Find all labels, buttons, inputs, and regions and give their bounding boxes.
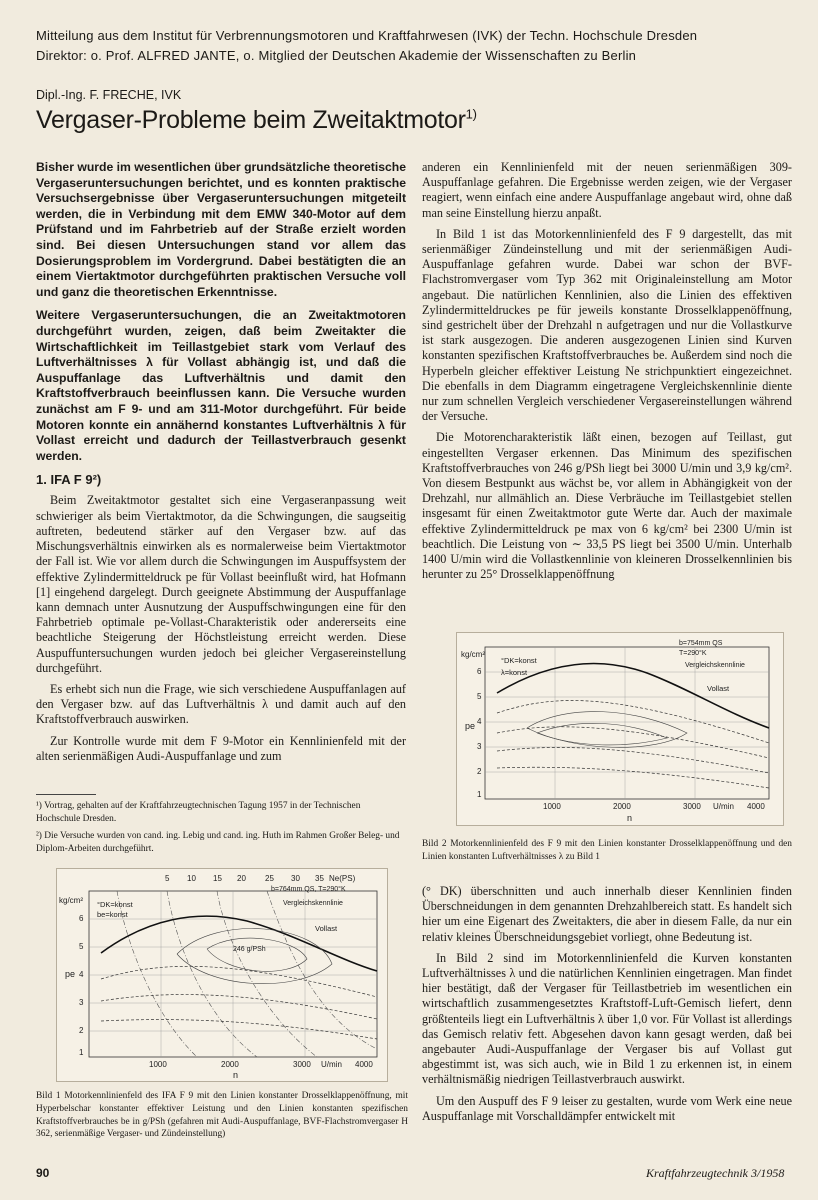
fig1-min-label: 246 g/PSh [233, 946, 266, 953]
fig2-x-tick: 4000 [747, 802, 765, 811]
institute-line: Mitteilung aus dem Institut für Verbrennungsmotoren und Kraftfahrwesen (IVK) der Techn. Hochschule Dresden [36, 28, 698, 43]
fig1-x-tick: U/min [321, 1060, 342, 1069]
title-text: Vergaser-Probleme beim Zweitaktmotor [36, 106, 466, 134]
fig1-y-tick: 4 [79, 970, 84, 979]
summary-paragraph-1: Bisher wurde im wesentlichen über grundsätzliche theoretische Vergaseruntersuchungen berichtet, und es konnten praktische Versuchsergebnisse über Vergaseruntersuchungen mitgeteilt werden, die in Verbindung mit dem EMW 340-Motor auf dem Prüfstand und im Fahrbetrieb auf der Straße erzielt worden sind. Bei diesen Untersuchungen stand vor allem das Dosierungsproblem im Vordergrund. Dabei bestätigten die an einem Viertaktmotor durchgeführten praktischen Versuche voll und ganz die theoretischen Erkenntnisse. [36, 160, 406, 299]
figure-2 [456, 632, 784, 826]
fig1-x-tick: 2000 [221, 1060, 239, 1069]
body-paragraph: In Bild 1 ist das Motorkennlinienfeld des F 9 dargestellt, das mit serienmäßiger Zündeinstellung und mit der serienmäßigen Audi-Auspuffanlage gefahren wurde. Dabei war schon der BVF-Flachstromvergaser vom Typ 362 mit Originaleinstellung am Motor angebaut. Die natürlichen Kennlinien, also die Linien des effektiven Zylindermitteldruckes pe für jeweils konstante Drosselklappenöffnung, sind gestrichelt über der Drehzahl n aufgetragen und nur die Vollastkurve ist stark ausgezogen. Die anderen ausgezogenen Linien sind Kurven konstanten spezifischen Kraftstoffverbrauches be. Außerdem sind noch die Hyperbeln gleicher effektiver Leistung Ne strichpunktiert eingezeichnet. Die ebenfalls in dem Diagramm eingetragene Vergleichskennlinie diente nur zum schnellen Vergleich verschiedener Vergasereinstellungen während der Versuche. [422, 226, 792, 424]
director-line: Direktor: o. Prof. ALFRED JANTE, o. Mitglied der Deutschen Akademie der Wissenschaften zu Berlin [36, 48, 637, 63]
footnote-2: ²) Die Versuche wurden von cand. ing. Lebig und cand. ing. Huth im Rahmen Großer Beleg- und Diplom-Arbeiten durchgeführt. [36, 831, 400, 854]
fig1-ne-label: Ne(PS) [329, 874, 356, 883]
figure-2-plot [457, 633, 783, 825]
body-paragraph: Zur Kontrolle wurde mit dem F 9-Motor ein Kennlinienfeld mit der alten serienmäßigen Audi-Auspuffanlage und zum [36, 733, 406, 763]
body-paragraph: In Bild 2 sind im Motorkennlinienfeld die Kurven konstanten Luftverhältnisses λ und die natürlichen Kennlinien eingetragen. Man findet hier bestätigt, daß der Vergaser für Teillastbetrieb im wesentlichen ein wirtschaftlich zusammengesetztes Kraftstoff-Luft-Gemisch liefert, denn größtenteils liegt ein Luftverhältnis λ über 1,0 vor. Für Vollast ist allerdings das Gemisch relativ fett. Abgesehen davon kann gesagt werden, daß bei angebauter Audi-Auspuffanlage der Vergaser bis auf Vollast gut abgestimmt ist, was sich auch, wie in Bild 1 zu erkennen ist, in einem verhältnismäßig niedrigen Teillastverbrauch auswirkt. [422, 950, 792, 1087]
body-paragraph: Es erhebt sich nun die Frage, wie sich verschiedene Auspuffanlagen auf den Vergaser bzw. auf das Luftverhältnis λ und damit auch auf den Kraftstoffverbrauch auswirken. [36, 681, 406, 727]
section-heading: 1. IFA F 9²) [36, 472, 102, 488]
fig2-x-tick: U/min [713, 802, 734, 811]
fig2-x-tick: 2000 [613, 802, 631, 811]
figure-2-caption: Bild 2 Motorkennlinienfeld des F 9 mit den Linien konstanter Drosselklappenöffnung und den Linien konstanten Luftverhältnisses λ zu Bild 1 [422, 839, 792, 862]
right-column-top [422, 160, 792, 588]
figure-1-plot [57, 869, 387, 1081]
fig1-x-label: n [233, 1070, 239, 1080]
fig2-vollast-label: Vollast [707, 684, 730, 693]
article-title [36, 106, 477, 135]
left-column [36, 160, 406, 770]
fig2-y-tick: 3 [477, 742, 482, 751]
fig1-y-tick: 1 [79, 1048, 84, 1057]
body-paragraph: Um den Auspuff des F 9 leiser zu gestalten, wurde vom Werk eine neue Auspuffanlage mit Vorschalldämpfer entwickelt mit [422, 1093, 792, 1123]
fig1-vollast-label: Vollast [315, 924, 338, 933]
fig1-y-tick: 3 [79, 998, 84, 1007]
fig1-y-tick: 6 [79, 914, 84, 923]
fig1-ne-tick: 10 [187, 874, 196, 883]
fig2-y-tick: 1 [477, 790, 482, 799]
fig1-ne-tick: 20 [237, 874, 246, 883]
figure-1 [56, 868, 388, 1082]
journal-name: Kraftfahrzeugtechnik 3/1958 [646, 1166, 785, 1180]
fig2-y-tick: 4 [477, 717, 482, 726]
fig1-x-tick: 1000 [149, 1060, 167, 1069]
fig1-legend-2: be=konst [97, 910, 128, 919]
figure-1-caption: Bild 1 Motorkennlinienfeld des IFA F 9 mit den Linien konstanter Drosselklappenöffnung, mit Hyperbelschar konstanter effektiver Leistung und den Linien konstanten spezifischen Kraftstoffverbrauches be in g/PSh (gefahren mit Audi-Auspuffanlage, BVF-Flachstromvergaser H 362, serienmäßige Vergaser- und Zündeinstellung) [36, 1091, 408, 1140]
fig1-vgl-label: Vergleichskennlinie [283, 900, 343, 907]
fig1-y-unit: kg/cm² [59, 896, 83, 905]
fig1-ne-tick: 15 [213, 874, 222, 883]
fig2-legend-1: °DK=konst [501, 656, 537, 665]
fig2-x-tick: 3000 [683, 802, 701, 811]
fig2-y-tick: 2 [477, 767, 482, 776]
summary-paragraph-2: Weitere Vergaseruntersuchungen, die an Zweitaktmotoren durchgeführt wurden, zeigen, daß beim Zweitakter die Wirtschaftlichkeit im Teillastgebiet stark vom Verlauf des Luftverhältnisses λ für Vollast abhängig ist, und daß die Auspuffanlage das Luftverhältnis und damit den Kraftstoffverbrauch beeinflussen kann. Die Versuche wurden zunächst am F 9- und am 311-Motor durchgeführt. Für beide Motoren konnte ein annähernd konstantes Luftverhältnis λ für Vollast erreicht und dadurch der Teillastverbrauch gesenkt werden. [36, 308, 406, 463]
footnote-rule [36, 794, 96, 795]
fig1-legend-1: °DK=konst [97, 900, 133, 909]
fig2-params-1: b=754mm QS [679, 640, 723, 647]
fig2-y-unit: kg/cm² [461, 650, 485, 659]
title-footnote-marker: 1) [465, 106, 477, 122]
fig2-vgl-label: Vergleichskennlinie [685, 662, 745, 669]
author: Dipl.-Ing. F. FRECHE, IVK [36, 88, 182, 102]
fig1-ne-tick: 5 [165, 874, 170, 883]
footnote-1: ¹) Vortrag, gehalten auf der Kraftfahrzeugtechnischen Tagung 1957 in der Technischen Hochschule Dresden. [36, 801, 361, 824]
fig1-y-tick: 5 [79, 942, 84, 951]
body-paragraph: anderen ein Kennlinienfeld mit der neuen serienmäßigen 309-Auspuffanlage gefahren. Die Ergebnisse werden zeigen, wie der Vergaser reagiert, wenn einfach eine andere Auspuffanlage angebaut wird, ohne daß man seine Einstellung hierzu anpaßt. [422, 160, 792, 220]
fig1-ne-tick: 30 [291, 874, 300, 883]
fig1-y-label: pe [65, 969, 76, 979]
fig1-ne-tick: 25 [265, 874, 274, 883]
fig2-y-label: pe [465, 721, 476, 731]
body-paragraph: Die Motorencharakteristik läßt einen, bezogen auf Teillast, gut eingestellten Vergaser erkennen. Das Minimum des spezifischen Kraftstoffverbrauches von 246 g/PSh liegt bei 3000 U/min und 3,9 kg/cm². Von diesem Bestpunkt aus wächst be, vor allem in Abhängigkeit von der Drehzahl, nur allmählich an. Diese Verbräuche im Teillastgebiet stellen insgesamt für einen Zweitaktmotor gute Werte dar. Auch der maximale effektive Zylindermitteldruck pe max von 6 kg/cm² bei 2300 U/min ist beachtlich. Die Leistung von ∼ 33,5 PS liegt bei 3500 U/min. Unterhalb 1400 U/min wird die Vollastkennlinie von kleineren Drosselkennlinien bis herunter zu 25° Drosselklappenöffnung [422, 430, 792, 582]
fig2-params-2: T=290°K [679, 650, 707, 657]
fig1-y-tick: 2 [79, 1026, 84, 1035]
right-column-bottom [422, 884, 792, 1130]
fig2-y-tick: 5 [477, 692, 482, 701]
body-paragraph: (° DK) überschnitten und auch innerhalb dieser Kennlinien finden Überschneidungen in dem genannten Drehzahlbereich statt. Es handelt sich hier um eine Eigenart des Zweitakters, die aber in diesem Falle, da nur ein relativ kleines Überschneidungsgebiet vorliegt, ohne Bedeutung ist. [422, 884, 792, 944]
fig2-x-tick: 1000 [543, 802, 561, 811]
fig1-params: b=764mm QS, T=290°K [271, 886, 346, 893]
fig1-x-tick: 3000 [293, 1060, 311, 1069]
fig2-legend-2: λ=konst [501, 668, 528, 677]
fig2-y-tick: 6 [477, 667, 482, 676]
page-number: 90 [36, 1166, 50, 1180]
fig1-x-tick: 4000 [355, 1060, 373, 1069]
fig1-ne-tick: 35 [315, 874, 324, 883]
fig2-x-label: n [627, 813, 633, 823]
body-paragraph: Beim Zweitaktmotor gestaltet sich eine Vergaseranpassung weit schwieriger als beim Viertaktmotor, da die Schwingungen, die saugseitig auftreten, bedeutend stärker auf den Vergaser bzw. auf das Mischungsverhältnis einwirken als es normalerweise beim Viertaktmotor der Fall ist. Wie vor allem durch die Schwingungen im Auspuffsystem der effektive Zylindermitteldruck pe für Vollast beeinflußt wird, hat Hofmann [1] eingehend dargelegt. Durch geeignete Abstimmung der Auspuffanlage kann demnach unter Ausnutzung der Auspuffschwingungen eine für den Fahrbetrieb optimale pe-Vollast-Charakteristik oder andererseits eine beachtliche Steigerung der Höchstleistung erreicht werden. Diese Auspuffuntersuchungen wurden jedoch bei gleicher Vergasereinstellung durchgeführt. [36, 493, 406, 675]
